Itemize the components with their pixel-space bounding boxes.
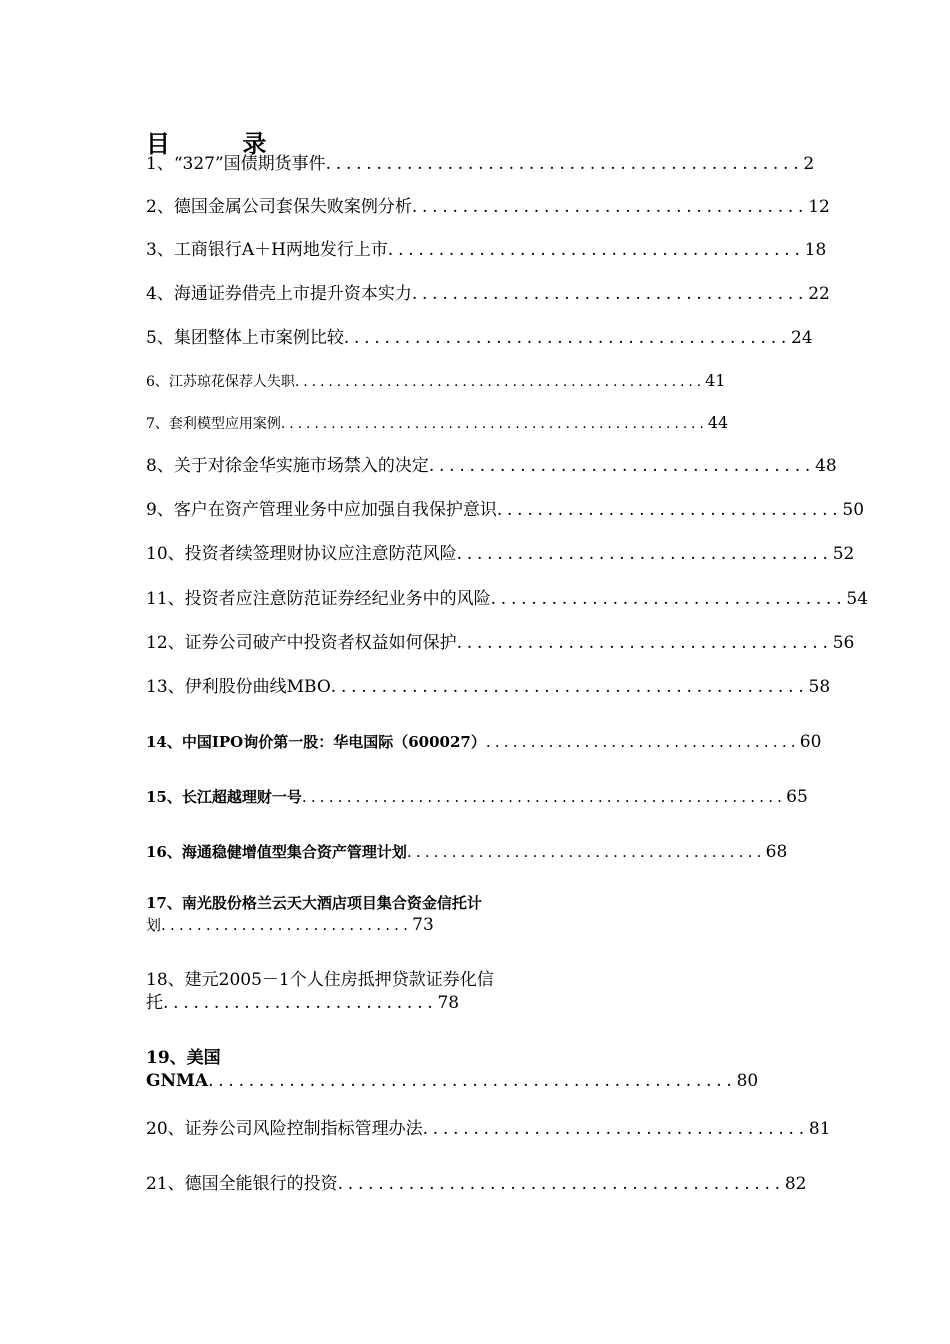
toc-entry-label: 20、证券公司风险控制指标管理办法 (146, 1119, 423, 1139)
toc-page-number: 24 (791, 328, 813, 348)
toc-entry-label: 9、客户在资产管理业务中应加强自我保护意识 (146, 500, 497, 520)
toc-entry-label: 19、美国 (146, 1048, 221, 1068)
toc-entry-9[interactable] (146, 502, 864, 519)
toc-entry-17[interactable] (146, 896, 482, 934)
toc-leader-dots: ..................................... (456, 633, 833, 653)
toc-page-number: 60 (799, 732, 822, 752)
toc-entry-label: 17、南光股份格兰云天大酒店项目集合资金信托计 (146, 894, 482, 912)
toc-page-number: 78 (437, 993, 460, 1013)
toc-entry-19[interactable] (146, 1050, 758, 1090)
toc-leader-dots: ....................................... (411, 197, 809, 217)
toc-entry-label: 3、工商银行A＋H两地发行上市 (146, 240, 388, 260)
toc-page-number: 68 (765, 842, 788, 862)
toc-page-number: 18 (804, 240, 827, 260)
toc-entry-label: 16、海通稳健增值型集合资产管理计划 (146, 843, 407, 861)
toc-entry-label: 11、投资者应注意防范证券经纪业务中的风险 (146, 589, 491, 609)
toc-page-number: 73 (412, 915, 434, 935)
toc-page-number: 81 (808, 1119, 831, 1139)
toc-entry-label: 12、证券公司破产中投资者权益如何保护 (146, 633, 457, 653)
toc-leader-dots: ............................ (161, 916, 413, 934)
toc-entry-label: 21、德国全能银行的投资 (146, 1174, 338, 1194)
toc-entry-label: 14、中国IPO询价第一股：华电国际（600027） (146, 733, 486, 751)
toc-entry-5[interactable] (146, 330, 813, 347)
toc-entry-label: 5、集团整体上市案例比较 (146, 328, 344, 348)
toc-leader-dots: ...................................................... (301, 788, 787, 806)
toc-page-number: 54 (846, 589, 869, 609)
toc-entry-4[interactable] (146, 286, 830, 303)
toc-leader-dots: ...................................... (422, 1119, 809, 1139)
toc-entry-label-continued: GNMA (146, 1071, 209, 1091)
toc-entry-label: 13、伊利股份曲线MBO (146, 677, 331, 697)
toc-entry-label: 10、投资者续签理财协议应注意防范风险 (146, 544, 457, 564)
toc-entry-14[interactable] (146, 734, 821, 751)
toc-entry-label: 6、江苏琼花保荐人失职 (146, 374, 295, 390)
toc-page-number: 12 (808, 197, 830, 217)
toc-entry-label: 18、建元2005－1个人住房抵押贷款证券化信 (146, 970, 494, 990)
toc-leader-dots: ........................... (163, 993, 438, 1013)
toc-page-number: 44 (707, 413, 729, 432)
toc-entry-18[interactable] (146, 972, 494, 1012)
toc-leader-dots: ................................................. (294, 374, 706, 390)
toc-leader-dots: ............................................... (330, 677, 809, 697)
toc-page-number: 2 (803, 154, 815, 174)
toc-page-number: 52 (832, 544, 855, 564)
toc-page-number: 58 (808, 677, 831, 697)
toc-leader-dots: ............................................ (337, 1174, 785, 1194)
toc-leader-dots: .................................. (496, 500, 843, 520)
toc-leader-dots: ............................................... (325, 154, 804, 174)
toc-leader-dots: .................................................... (208, 1071, 737, 1091)
toc-entry-label: 1、“327”国债期货事件 (146, 154, 326, 174)
toc-page-number: 82 (784, 1174, 807, 1194)
toc-entry-6[interactable] (146, 373, 725, 389)
toc-entry-10[interactable] (146, 546, 854, 563)
toc-page-number: 22 (808, 284, 830, 304)
toc-entry-label-continued: 托 (146, 993, 163, 1013)
toc-leader-dots: ............................................ (343, 328, 792, 348)
toc-page-number: 56 (832, 633, 855, 653)
toc-page-number: 48 (815, 456, 837, 476)
toc-entry-label-continued: 划 (146, 916, 162, 934)
toc-page-number: 80 (736, 1071, 759, 1091)
toc-leader-dots: ..................................... (456, 544, 833, 564)
toc-entry-20[interactable] (146, 1121, 831, 1138)
toc-leader-dots: ................................................... (280, 416, 708, 432)
toc-entry-15[interactable] (146, 789, 808, 806)
toc-entry-label: 7、套利模型应用案例 (146, 416, 281, 432)
toc-entry-8[interactable] (146, 458, 837, 475)
toc-leader-dots: ......................................... (387, 240, 805, 260)
toc-leader-dots: ...................................... (428, 456, 816, 476)
toc-entry-16[interactable] (146, 844, 787, 861)
toc-leader-dots: ........................................ (406, 843, 766, 861)
toc-leader-dots: ....................................... (411, 284, 809, 304)
toc-entry-7[interactable] (146, 415, 728, 431)
toc-entry-label: 2、德国金属公司套保失败案例分析 (146, 197, 412, 217)
toc-entry-1[interactable] (146, 156, 814, 173)
toc-page-number: 41 (705, 371, 726, 390)
toc-entry-21[interactable] (146, 1176, 807, 1193)
toc-entry-12[interactable] (146, 635, 854, 652)
toc-leader-dots: ................................... (490, 589, 847, 609)
toc-entry-label: 8、关于对徐金华实施市场禁入的决定 (146, 456, 429, 476)
toc-leader-dots: ................................... (485, 733, 800, 751)
toc-entry-13[interactable] (146, 679, 830, 696)
toc-page-number: 65 (786, 787, 808, 807)
toc-page-number: 50 (842, 500, 865, 520)
toc-entry-3[interactable] (146, 242, 826, 259)
toc-title: 目 录 (146, 129, 299, 158)
toc-entry-label: 15、长江超越理财一号 (146, 788, 302, 806)
toc-entry-2[interactable] (146, 199, 830, 216)
toc-entry-11[interactable] (146, 591, 868, 608)
toc-entry-label: 4、海通证券借壳上市提升资本实力 (146, 284, 412, 304)
